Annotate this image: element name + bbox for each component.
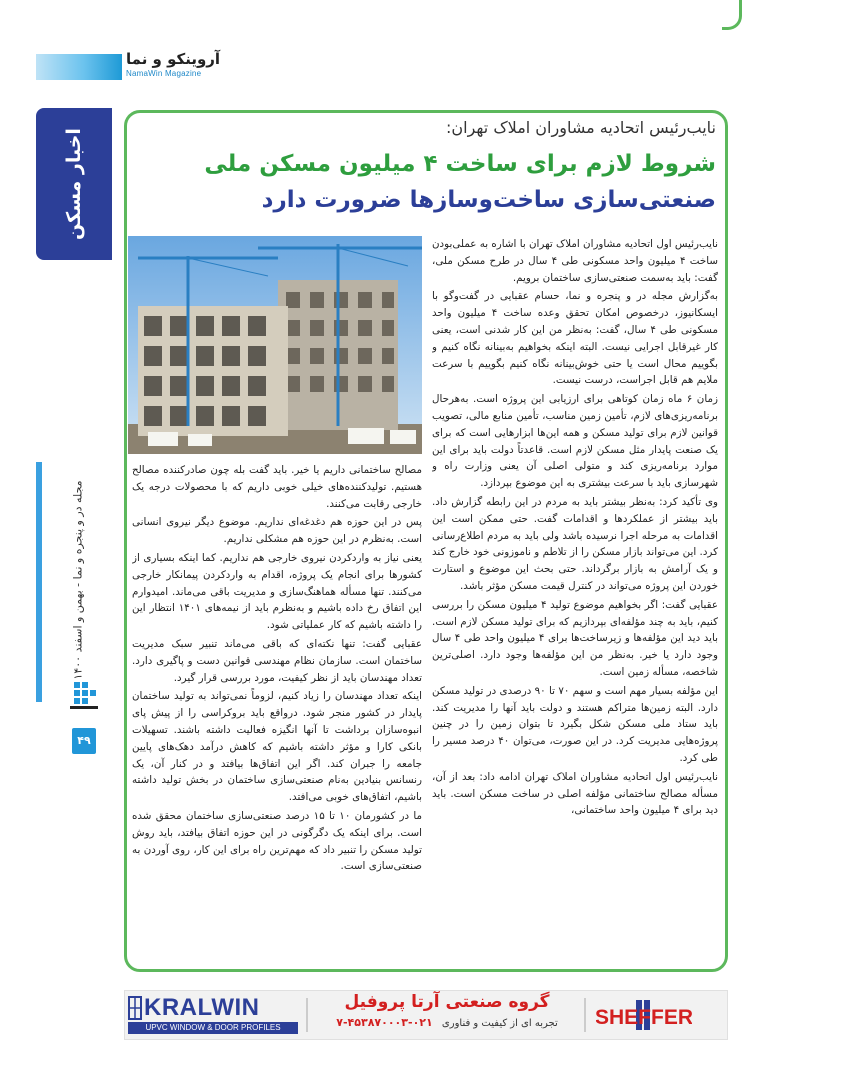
headline-line-2: صنعتی‌سازی ساخت‌وسازها ضرورت دارد — [261, 187, 716, 213]
paragraph: عقبایی گفت: تنها نکته‌ای که باقی می‌ماند تنبیر سبک مدیریت ساختمان است. سازمان نظام مهندسی قوانین دست و پاگیری دارد. تعداد مهندسان باید از نظر کیفیت، مورد بررسی قرار گیرد. — [132, 637, 422, 684]
kralwin-tagline: UPVC WINDOW & DOOR PROFILES — [128, 1022, 298, 1034]
logo-text-en: NamaWin Magazine — [126, 69, 202, 78]
paragraph: به‌گزارش مجله در و پنجره و نما، حسام عقبایی در گفت‌وگو با ایسکانیوز، درخصوص امکان تحقق وعده ساخت ۴ میلیون واحد مسکونی طی ۴ سال، گفت: به‌نظر من این کار شدنی است، یعنی کار غیرقابل اجرایی نیست. البته اینکه بخواهیم به‌بینانه نگاه کنیم و بگوییم محال است یا حتی خوش‌بینانه نگاه کنیم بگوییم با سرعت ملایم هم قابل اجراست، درست نیست. — [432, 290, 718, 387]
headline-line-1: شروط لازم برای ساخت ۴ میلیون مسکن ملی — [204, 151, 716, 177]
logo-text-fa: آروینکو و نما — [126, 50, 221, 68]
sheffer-logo[interactable] — [596, 998, 692, 1032]
kralwin-logo[interactable] — [128, 994, 298, 1036]
section-tab-label: اخبار مسکن — [63, 128, 85, 240]
ad-divider — [584, 998, 586, 1032]
sheffer-name: SHEFFER — [596, 1006, 692, 1029]
arta-phone[interactable]: ۰۲۱-۴۵۳۸۷۰۰۰۳-۷ — [336, 1016, 433, 1029]
arta-tagline-row — [316, 1016, 578, 1029]
page-number: ۴۹ — [72, 728, 96, 754]
paragraph: اینکه تعداد مهندسان را زیاد کنیم، لزوماً نمی‌تواند به تولید ساختمان پایدار در کشور منجر شود. درواقع باید بروکراسی را از پیش پای انبوه‌سازان برداشت تا آنها انگیزه فعالیت داشته باشند. تسهیلات بانکی کارا و مؤثر داشته باشیم که کاهش درآمد دهک‌های پایین جامعه را جبران کند. اگر این اتفاق‌ها بیافتد و در کنار آن، یک رنسانس بنیادین به‌نام صنعتی‌سازی ساختمان در بخش تولید داشته باشیم، اتفاق‌های خوبی می‌افتد. — [132, 690, 422, 804]
ad-divider — [306, 998, 308, 1032]
window-icon — [70, 680, 98, 710]
paragraph: پس در این حوزه هم دغدغه‌ای نداریم. موضوع دیگر نیروی انسانی است. به‌نظرم در این حوزه هم مشکلی نداریم. — [132, 516, 422, 546]
magazine-logo[interactable] — [126, 50, 226, 84]
paragraph: یعنی نیاز به واردکردن نیروی خارجی هم نداریم. کما اینکه بسیاری از کشورها برای انجام یک پروژه، اقدام به واردکردن پیمانکار خارجی می‌کنند. تنها مسأله هماهنگ‌سازی و مدیریت باقی می‌ماند. امیدوارم این اتفاق رخ داده باشیم و به‌نظرم باید از نیمه‌های ۱۴۰۱ انتظار این را داشته باشیم که کار عملیاتی شود. — [132, 551, 422, 632]
article-column-right — [432, 236, 718, 958]
paragraph: ما در کشورمان ۱۰ تا ۱۵ درصد صنعتی‌سازی ساختمان محقق شده است. برای اینکه یک دگرگونی در این حوزه اتفاق بیافتد، باید روش تولید مسکن را تنبیر داد که مهم‌ترین راه برای این کار، روی آوردن به صنعتی‌سازی است. — [132, 809, 422, 873]
paragraph: عقبایی گفت: اگر بخواهیم موضوع تولید ۴ میلیون مسکن را بررسی کنیم، باید به چند مؤلفه‌ای بپردازیم که برای تولید مسکن لازم است. باید دید این مؤلفه‌ها و زیرساخت‌ها برای ۴ میلیون واحد طی ۴ سال وجود دارد یا خیر. به‌نظر من این مؤلفه‌ها وجود دارد. اصلی‌ترین شاخصه، مسأله زمین است. — [432, 598, 718, 678]
magazine-issue-text: مجله در و پنجره و نما - بهمن و اسفند ۱۴۰۰ — [71, 480, 85, 680]
article-headline — [140, 146, 716, 218]
sidebar-accent-line — [36, 462, 42, 702]
kralwin-window-icon — [128, 996, 142, 1020]
paragraph: زمان ۶ ماه زمان کوتاهی برای ارزیابی این پروژه است. به‌هرحال برنامه‌ریزی‌های لازم، تأمین زمین مناسب، تأمین منابع مالی، تصویب قوانین لازم برای تولید مسکن و همه این‌ها ابزارهایی است که برای یک صنعت پایدار مثل مسکن لازم است. قاعدتاً دولت باید برای این موارد برنامه‌ریزی کند و متولی اصلی آن یعنی وزارت راه و شهرسازی باید با سرعت بیشتری به این موضوع بپردازد. — [432, 393, 718, 490]
section-tab — [36, 108, 112, 260]
kralwin-name: KRALWIN — [144, 994, 260, 1021]
paragraph: وی تأکید کرد: به‌نظر بیشتر باید به مردم در این رابطه گزارش داد. باید بیشتر از عملکردها و اقدامات گفت. حتی ممکن است این اقدامات به مرحله اجرا نرسیده باشد ولی باید به مردم اطلاع‌رسانی کرد. این می‌تواند بازار مسکن را از تلاطم و ناموزونی خود خارج کند و یک آرامش به بازار برگرداند. حتی بحث این موضوع و استارت خوردن این پروژه می‌تواند در کنترل قیمت مسکن مؤثر باشد. — [432, 495, 718, 592]
header-strip — [36, 54, 122, 80]
arta-company-name: گروه صنعتی آرتا پروفیل — [344, 992, 550, 1012]
construction-photo — [128, 236, 422, 454]
paragraph: این مؤلفه بسیار مهم است و سهم ۷۰ تا ۹۰ درصدی در تولید مسکن دارد. البته زمین‌ها متراکم هستند و دولت باید آنها را مدیریت کند. باید ستاد ملی مسکن شکل بگیرد تا بتوان زمین را در چنین پروژه‌هایی مدیریت کرد. در این صورت، می‌توان ۴۰ درصد مسیر را طی کرد. — [432, 684, 718, 764]
top-frame-corner — [722, 0, 742, 30]
article-kicker: نایب‌رئیس اتحادیه مشاوران املاک تهران: — [446, 118, 716, 137]
paragraph: مصالح ساختمانی داریم یا خیر. باید گفت بله چون صادرکننده مصالح هستیم. تولیدکننده‌های خیلی خوبی داریم که با محصولات درجه یک خارجی رقابت می‌کنند. — [132, 464, 422, 510]
arta-tagline: تجربه ای از کیفیت و فناوری — [441, 1018, 558, 1029]
paragraph: نایب‌رئیس اول اتحادیه مشاوران املاک تهران با اشاره به عملی‌بودن ساخت ۴ میلیون واحد مسکونی طی ۴ سال در طرح مسکن ملی، گفت: باید به‌سمت صنعتی‌سازی ساختمان برویم. — [432, 238, 718, 284]
article-column-left — [132, 462, 422, 958]
paragraph: نایب‌رئیس اول اتحادیه مشاوران املاک تهران ادامه داد: بعد از آن، مسأله مصالح ساختمانی مؤلفه اصلی در ساخت مسکن است. باید دید برای ۴ میلیون واحد ساختمانی، — [432, 770, 718, 817]
